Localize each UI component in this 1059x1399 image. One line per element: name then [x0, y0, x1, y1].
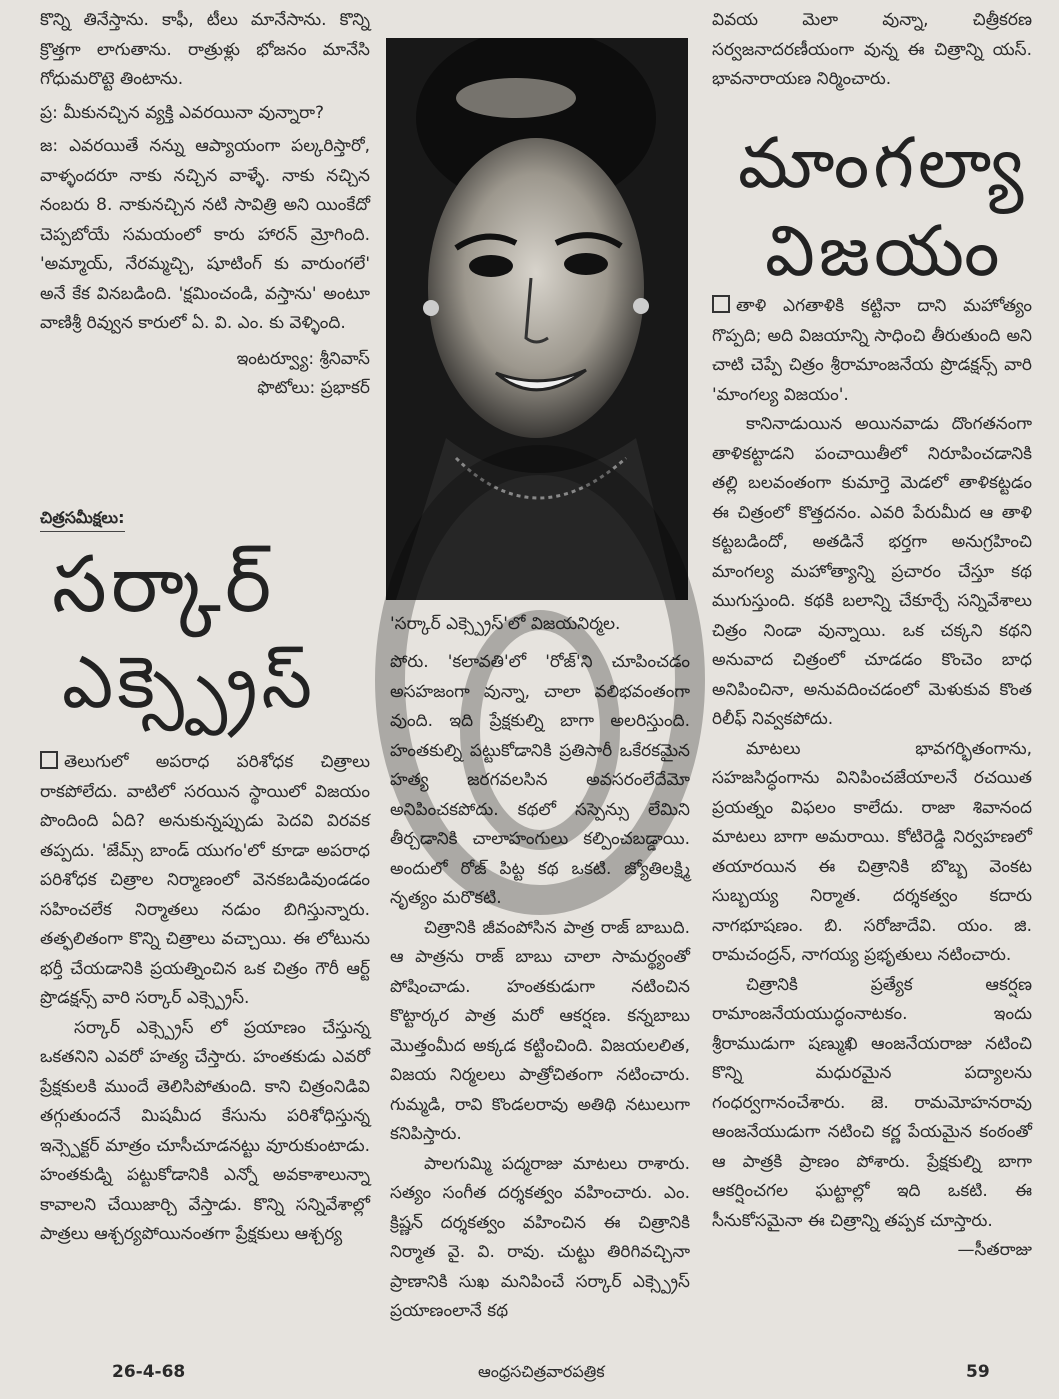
review1-paragraph: చిత్రానికి జీవంపోసిన పాత్ర రాజ్ బాబుది. ఆ పాత్రను రాజ్ బాబు చాలా సామర్థ్యంతో పోషించాడు. హంతకుడుగా నటించిన కొట్టార్కర పాత్ర మరో ఆకర్షణ. కన్నబాబు మొత్తంమీద అక్కడ కట్టించింది. విజయలలిత, విజయ నిర్మలలు పాత్రోచితంగా నటించారు. గుమ్మడి, రావి కొండలరావు అతిథి నటులుగా కనిపిస్తారు. — [390, 917, 690, 1144]
photo-credit: ఫొటోలు: ప్రభాకర్ — [257, 378, 370, 398]
review1-body — [40, 748, 370, 1250]
review2-paragraph: చిత్రానికి ప్రత్యేక ఆకర్షణ రామాంజనేయయుద్ధంనాటకం. ఇందు శ్రీరాముడుగా షణ్ముఖి ఆంజనేయరాజు నటించి కొన్ని మధురమైన పద్యాలను గంధర్వగానంచేశారు. జె. రామమోహనరావు ఆంజనేయుడుగా నటించి కర్ణ పేయమైన కంఠంతో ఆ పాత్రకి ప్రాణం పోశారు. ప్రేక్షకుల్ని బాగా ఆకర్షించగల ఘట్టాల్లో ఇది ఒకటి. ఈ సీనుకోసమైనా ఈ చిత్రాన్ని తప్పక చూస్తారు. — [712, 974, 1032, 1231]
review2-paragraph: తాళి ఎగతాళికి కట్టినా దాని మహోత్యం గొప్పది; అది విజయాన్ని సాధించి తీరుతుంది అని చాటి చెప్పే చిత్రం శ్రీరామాంజనేయ ప్రొడక్షన్స్ వారి 'మాంగల్య విజయం'. — [712, 296, 1032, 405]
review2-author: —సీతరాజు — [957, 1240, 1032, 1260]
review2-title-line2: విజయం — [765, 210, 1004, 292]
watermark-face-icon — [360, 430, 720, 930]
review-paragraph: వివయ మెలా వున్నా, చిత్రీకరణ సర్వజనాదరణీయంగా వున్న ఈ చిత్రాన్ని యస్. భావనారాయణ నిర్మించారు. — [712, 10, 1032, 89]
review1-paragraph: పాలగుమ్మి పద్మరాజు మాటలు రాశారు. సత్యం సంగీత దర్శకత్వం వహించారు. ఎం. క్రిష్ణన్ దర్శకత్వం వహించిన ఈ చిత్రానికి నిర్మాత వై. వి. రావు. చుట్టు తిరిగివచ్చినా ప్రాణానికి సుఖ మనిపించే సర్కార్ ఎక్స్ప్రెస్ ప్రయాణంలానే కథ — [390, 1153, 690, 1321]
square-bullet-icon — [712, 295, 730, 313]
section-label: చిత్రసమీక్షలు: — [40, 508, 125, 532]
interview-paragraph: కొన్ని తినేస్తాను. కాఫీ, టీలు మానేసాను. కొన్ని క్రొత్తగా లాగుతాను. రాత్రుళ్లు భోజనం మానేసి గోధుమరొట్టె తింటాను. — [40, 10, 370, 89]
review1-paragraph: పోరు. 'కలావతి'లో 'రోజ్'ని చూపించడం అసహజంగా వున్నా, చాలా వలిభవంతంగా వుంది. ఇది ప్రేక్షకుల్ని బాగా అలరిస్తుంది. హంతకుల్ని పట్టుకోడానికి ప్రతిసారీ ఒకేరకమైన హత్య జరగవలసిన అవసరంలేదేమో అనిపించకపోదు. కథలో సస్పెన్సు లేమిని తీర్చడానికి చాలాహంగులు కల్పించబడ్డాయి. అందులో రోజ్ పిట్ట కథ ఒకటి. జ్యోతిలక్ష్మి నృత్యం మరొకటి. — [390, 652, 690, 908]
interview-answer: జ: ఎవరయితే నన్ను ఆప్యాయంగా పల్కరిస్తారో, వాళ్ళందరూ నాకు నచ్చిన వాళ్ళే. నాకు నచ్చిన నంబరు 8. నాకునచ్చిన నటి సావిత్రి అని యింకేదో చెప్పబోయే సమయంలో కారు హారన్ మ్రోగింది. 'అమ్మాయ్, నేరమ్మచ్చి, షూటింగ్ కు వారుంగలే' అనే కేక వినబడింది. 'క్షమించండి, వస్తాను' అంటూ వాణిశ్రీ రివ్వున కారులో ఏ. వి. ఎం. కు వెళ్ళింది. — [40, 136, 370, 333]
review2-paragraph: కానినాడుయిన అయినవాడు దొంగతనంగా తాళికట్టాడని పంచాయితీలో నిరూపించడానికి తల్లి బలవంతంగా కుమార్తె మెడలో తాళికట్టడం ఈ చిత్రంలో కొత్తదనం. ఎవరి పేరుమీద ఆ తాళి కట్టబడిందో, అతడినే భర్తగా అనుగ్రహించి మాంగల్య మహోత్యాన్ని ప్రచారం చేస్తూ కథ ముగుస్తుంది. కథకి బలాన్ని చేకూర్చే సన్నివేశాలు చిత్రం నిండా వున్నాయి. ఒక చక్కని కథని అనువాద చిత్రంలో చూడడం కొంచెం బాధ అనిపించినా, అనువదించడంలో మెళుకువ కొంత రిలీఫ్ నివ్వకపోదు. — [712, 414, 1032, 729]
magazine-name: ఆంధ్రసచిత్రవారపత్రిక — [478, 1362, 605, 1381]
review2-paragraph: మాటలు భావగర్భితంగాను, సహజసిద్ధంగాను వినిపించజేయాలనే రచయిత ప్రయత్నం విఫలం కాలేదు. రాజా శివానంద మాటలు బాగా అమరాయి. కోటిరెడ్డి నిర్వహణలో తయారయిన ఈ చిత్రానికి బొబ్బ వెంకట సుబ్బయ్య నిర్మాత. దర్శకత్వం కదారు నాగభూషణం. బి. సరోజాదేవి. యం. జి. రామచంద్రన్, నాగయ్య ప్రభృతులు నటించారు. — [712, 738, 1032, 965]
interview-credit: ఇంటర్వ్యూ: శ్రీనివాస్ — [236, 348, 370, 369]
review-continued-top — [712, 6, 1032, 95]
page-number: 59 — [966, 1362, 990, 1382]
interview-question: ప్ర: మీకునచ్చిన వ్యక్తి ఎవరయినా వున్నారా? — [40, 102, 325, 123]
photo-caption: 'సర్కార్ ఎక్స్ప్రెస్'లో విజయనిర్మల. — [390, 614, 621, 634]
issue-date: 26-4-68 — [112, 1362, 186, 1382]
review1-paragraph: సర్కార్ ఎక్స్ప్రెస్ లో ప్రయాణం చేస్తున్న ఒకతనిని ఎవరో హత్య చేస్తారు. హంతకుడు ఎవరో ప్రేక్షకులకి ముందే తెలిసిపోతుంది. కాని చిత్రంనిడివి తగ్గుతుందనే మిషమీద కేసును పరిశోధిస్తున్న ఇన్స్పెక్టర్ మాత్రం చూసీచూడనట్టు వూరుకుంటాడు. హంతకుడ్ని పట్టుకోడానికి ఎన్నో అవకాశాలున్నా కావాలని చేయిజార్చి వేస్తాడు. కొన్ని సన్నివేశాల్లో పాత్రలు ఆశ్చర్యపోయినంతగా ప్రేక్షకులు ఆశ్చర్య — [40, 1017, 370, 1244]
review1-title-line2: ఎక్స్ప్రెస్ — [62, 640, 316, 724]
review2-title-line1: మాంగల్యా — [738, 122, 1028, 204]
interview-column — [40, 6, 370, 404]
review1-paragraph: తెలుగులో అపరాధ పరిశోధక చిత్రాలు రాకపోలేదు. వాటిలో సరయిన స్థాయిలో విజయం పొందింది ఏది? అనుకున్నప్పుడు పెదవి విరవక తప్పదు. 'జేమ్స్ బాండ్ యుగం'లో కూడా అపరాధ పరిశోధక చిత్రాల నిర్మాణంలో వెనకబడివుండడం సహించలేక నిర్మాతలు నడుం బిగిస్తున్నారు. తత్ఫలితంగా కొన్ని చిత్రాలు వచ్చాయి. ఈ లోటును భర్తీ చేయడానికి ప్రయత్నించిన ఒక చిత్రం గౌరీ ఆర్ట్ ప్రొడక్షన్స్ వారి సర్కార్ ఎక్స్ప్రెస్. — [40, 752, 370, 1008]
square-bullet-icon — [40, 751, 58, 769]
review1-title-line1: సర్కార్ — [52, 540, 276, 630]
review2-body — [712, 292, 1032, 1266]
